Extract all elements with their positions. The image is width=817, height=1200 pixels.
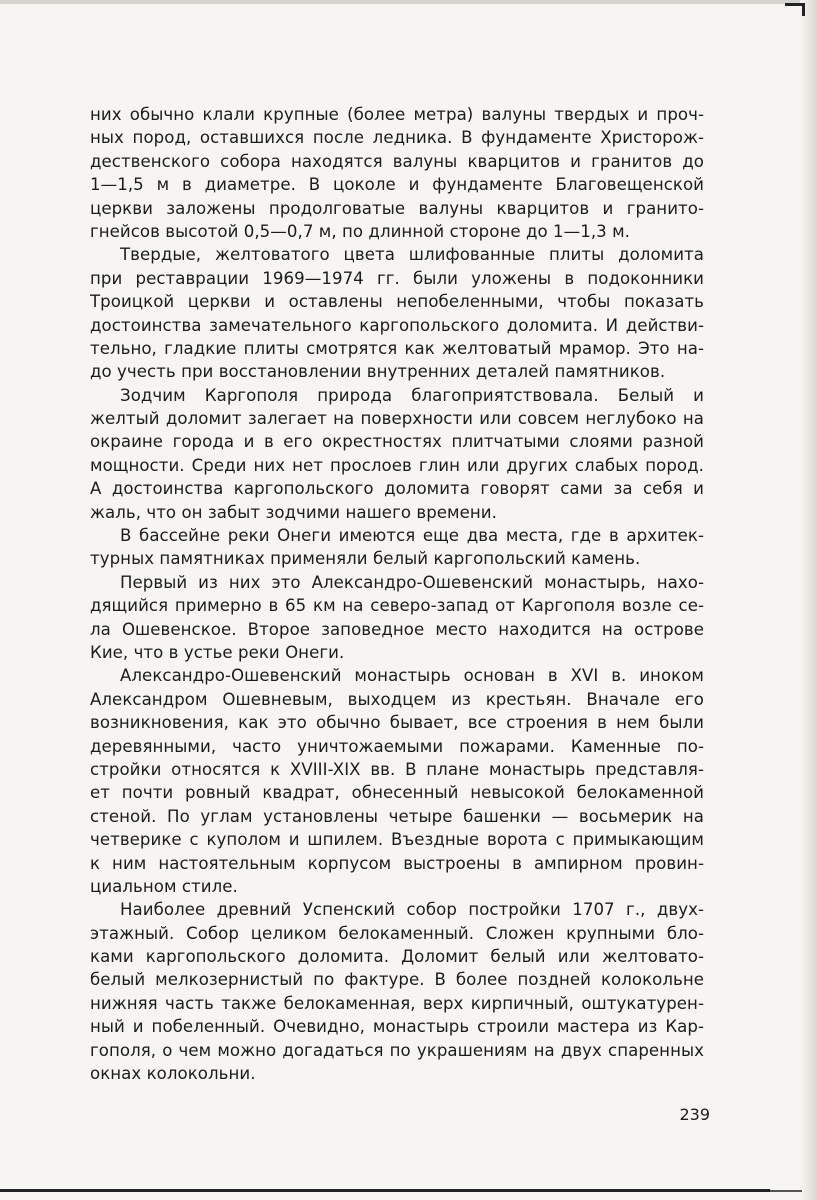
text-line: турных памятниках применяли белый каргопольский камень. [90,549,641,569]
text-line: ет почти ровный квадрат, обнесенный невысокой белокаменной [90,783,704,803]
scan-bottom-rule-tail [770,1190,802,1192]
paragraph-6 [90,664,704,898]
text-line: стройки относятся к XVIII-XIX вв. В плане монастырь представля- [90,759,704,779]
paragraph-7 [90,898,704,1085]
paragraph-2 [90,243,704,383]
text-line: этажный. Собор целиком белокаменный. Сложен крупными бло- [90,923,704,943]
text-line: ками каргопольского доломита. Доломит белый или желтовато- [90,947,704,967]
text-line: мощности. Среди них нет прослоев глин или других слабых пород. [90,455,704,475]
paragraph-3 [90,384,704,524]
text-line: гнейсов высотой 0,5—0,7 м, по длинной стороне до 1—1,3 м. [90,221,631,241]
text-line: Твердые, желтоватого цвета шлифованные плиты доломита [120,245,704,265]
text-line: Кие, что в устье реки Онеги. [90,642,345,662]
text-line: ла Ошевенское. Второе заповедное место находится на острове [90,619,704,639]
paragraph-5 [90,571,704,665]
text-line: желтый доломит залегает на поверхности или совсем неглубоко на [90,409,704,429]
text-line: гополя, о чем можно догадаться по украшениям на двух спаренных [90,1040,704,1060]
body-text [90,103,704,1085]
text-line: возникновения, как это обычно бывает, все строения в нем были [90,713,704,733]
text-line: достоинства замечательного каргопольского доломита. И действи- [90,315,704,335]
text-line: жаль, что он забыт зодчими нашего времени. [90,502,497,522]
text-line: белый мелкозернистый по фактуре. В более поздней колокольне [90,970,704,990]
text-line: при реставрации 1969—1974 гг. были уложены в подоконники [90,268,704,288]
text-line: Александром Ошевневым, выходцем из крестьян. Вначале его [90,689,704,709]
text-line: Александро-Ошевенский монастырь основан в XVI в. иноком [120,666,704,686]
text-line: окраине города и в его окрестностях плитчатыми слоями разной [90,432,704,452]
text-line: Наиболее древний Успенский собор постройки 1707 г., двух- [120,900,704,920]
text-line: окнах колокольни. [90,1064,256,1084]
text-line: 1—1,5 м в диаметре. В цоколе и фундаменте Благовещенской [90,175,704,195]
text-line: церкви заложены продолговатые валуны кварцитов и гранито- [90,198,704,218]
text-line: Первый из них это Александро-Ошевенский монастырь, нахо- [120,572,704,592]
scan-right-shadow [800,0,817,1200]
text-line: ных пород, оставшихся после ледника. В фундаменте Христорож- [90,128,704,148]
text-line: деревянными, часто уничтожаемыми пожарами. Каменные по- [90,736,704,756]
text-line: до учесть при восстановлении внутренних деталей памятников. [90,362,666,382]
paragraph-4 [90,524,704,571]
crop-corner-mark [785,0,805,16]
scan-top-edge [0,0,817,4]
crop-mark-vertical [802,3,805,16]
scan-bottom-rule [0,1189,770,1192]
text-line: нижняя часть также белокаменная, верх кирпичный, оштукатурен- [90,993,704,1013]
text-line: циальном стиле. [90,876,238,896]
text-line: Троицкой церкви и оставлены непобеленными, чтобы показать [90,292,704,312]
text-line: дественского собора находятся валуны кварцитов и гранитов до [90,151,704,171]
text-line: дящийся примерно в 65 км на северо-запад от Каргополя возле се- [90,596,704,616]
text-line: стеной. По углам установлены четыре башенки — восьмерик на [90,806,704,826]
text-line: четверике с куполом и шпилем. Въездные ворота с примыкающим [90,830,704,850]
page-number: 239 [679,1105,710,1124]
text-line: В бассейне реки Онеги имеются еще два места, где в архитек- [120,526,704,546]
text-line: них обычно клали крупные (более метра) валуны твердых и проч- [90,105,704,124]
text-line: Зодчим Каргополя природа благоприятствовала. Белый и [120,385,704,405]
paragraph-1 [90,103,704,243]
text-line: к ним настоятельным корпусом выстроены в ампирном провин- [90,853,704,873]
text-line: тельно, гладкие плиты смотрятся как желтоватый мрамор. Это на- [90,338,704,358]
text-line: ный и побеленный. Очевидно, монастырь строили мастера из Кар- [90,1017,704,1037]
text-line: А достоинства каргопольского доломита говорят сами за себя и [90,479,704,499]
